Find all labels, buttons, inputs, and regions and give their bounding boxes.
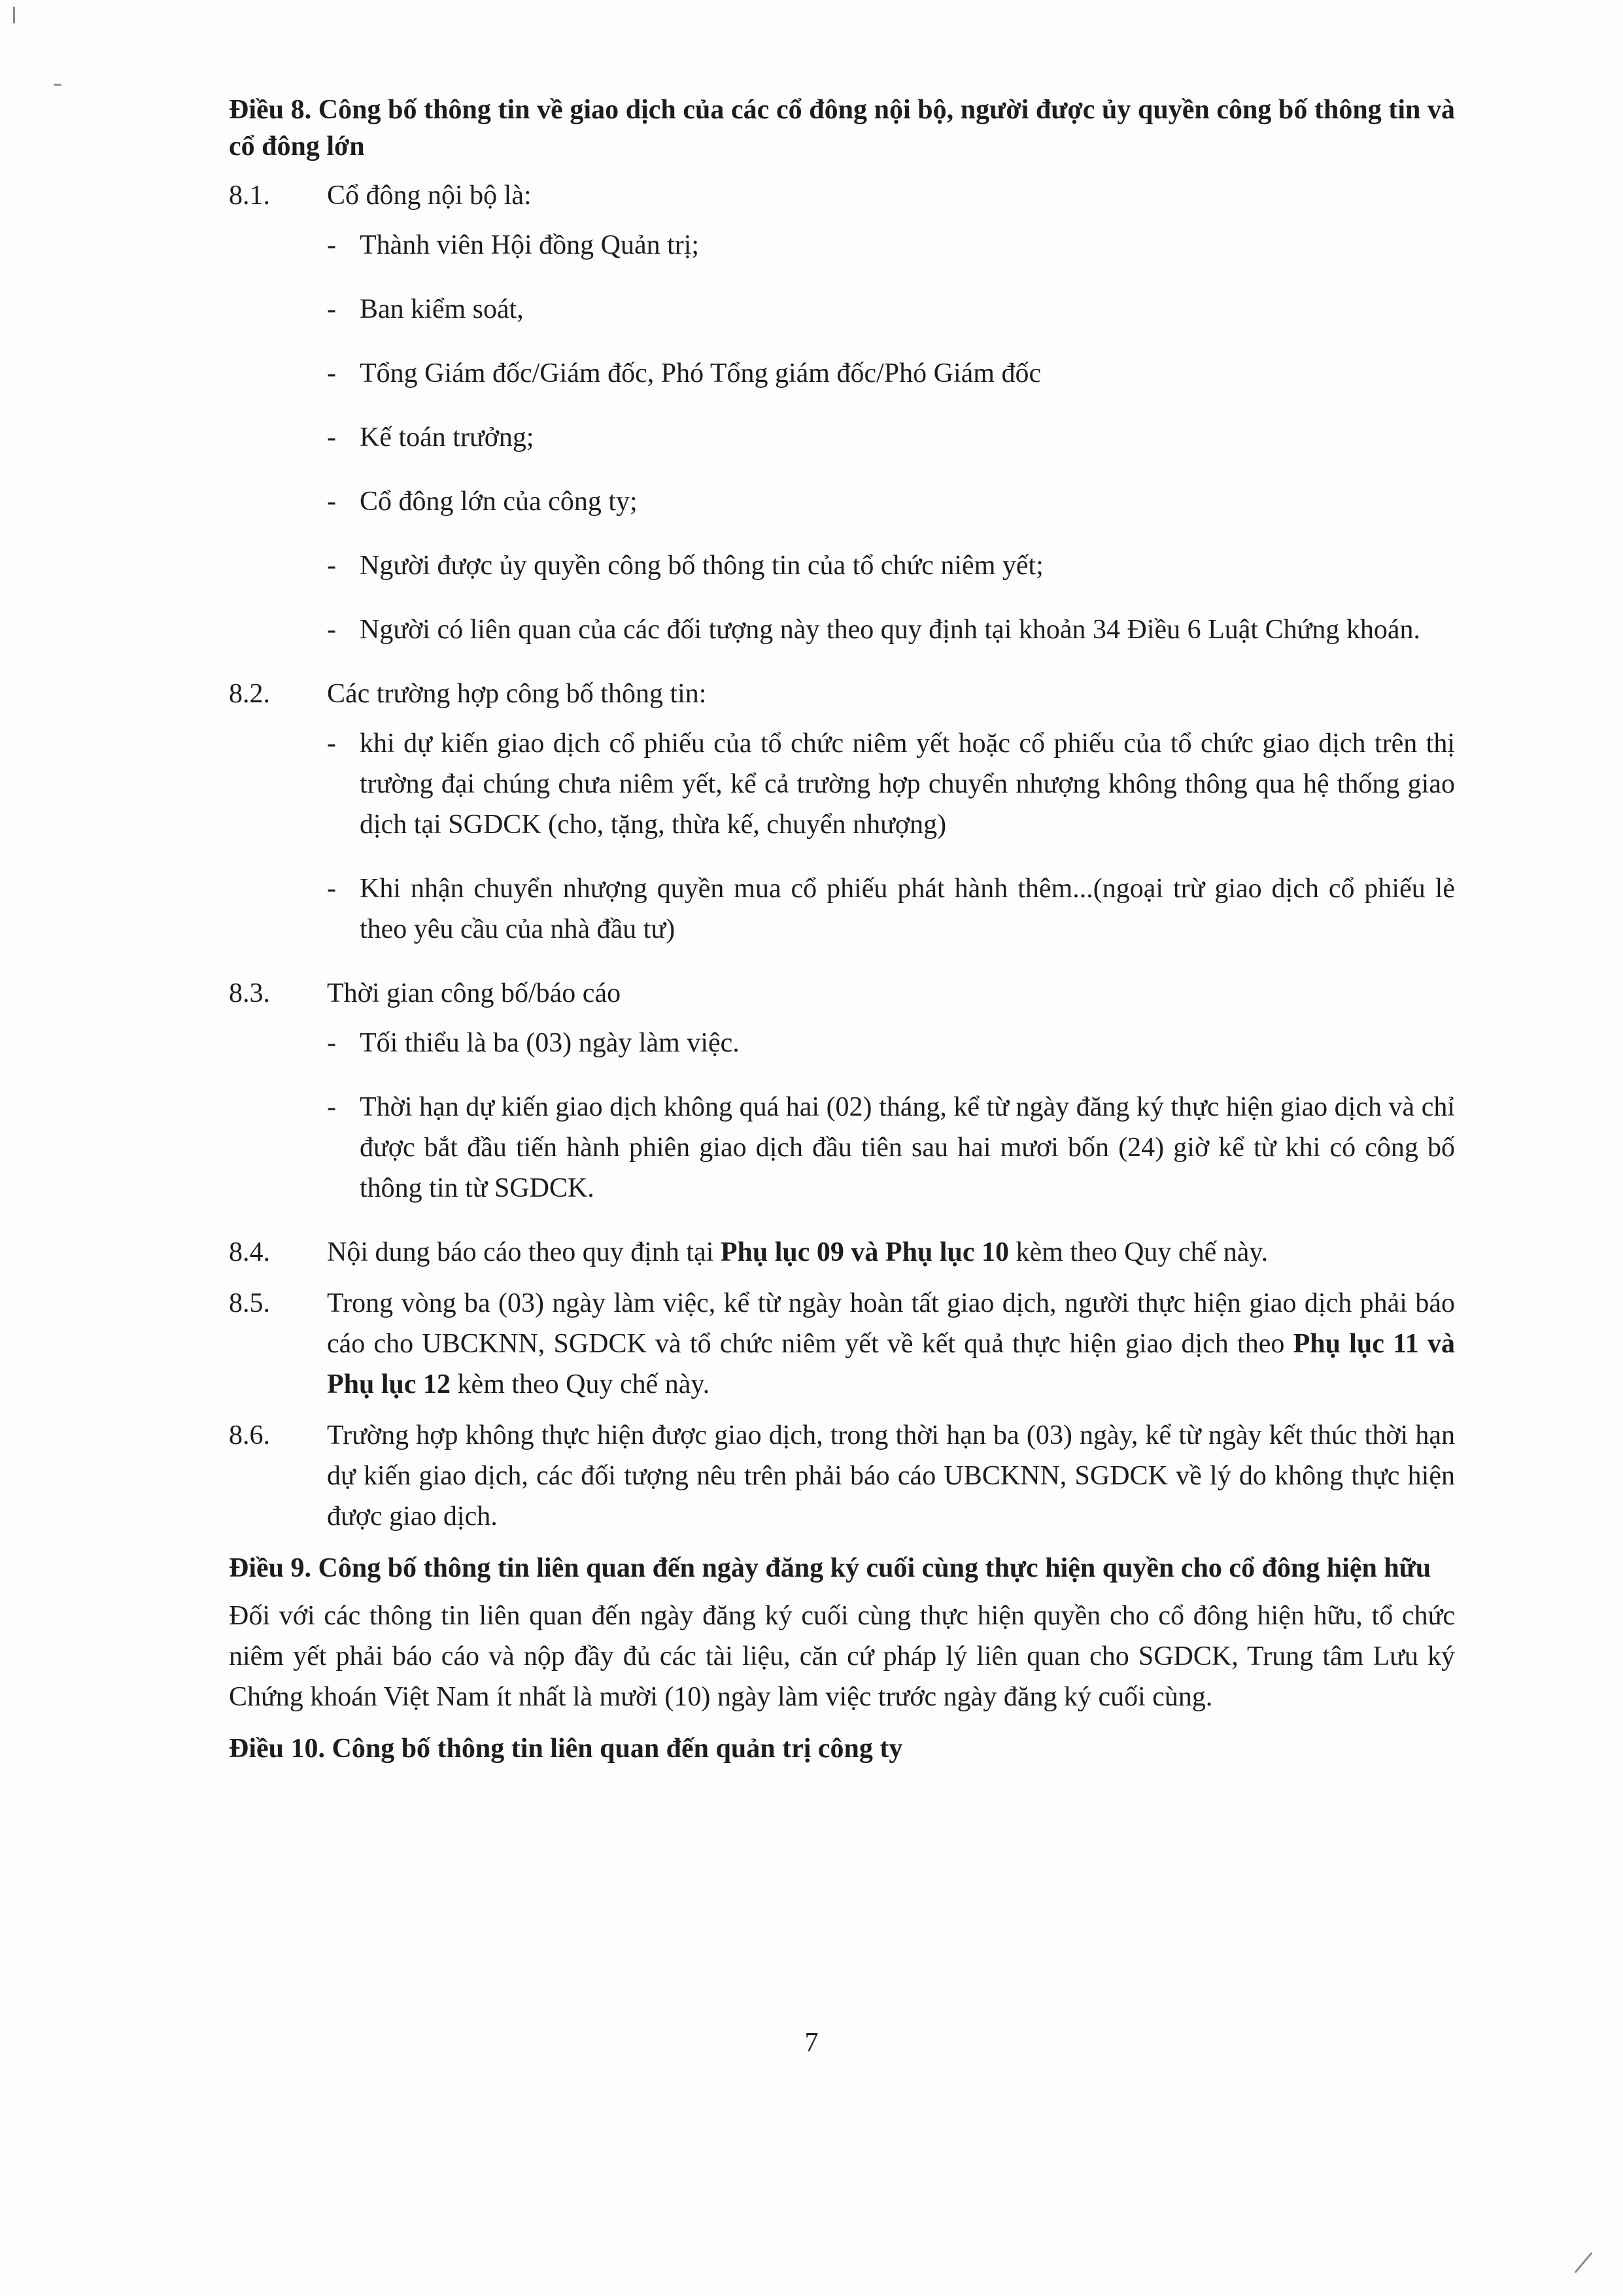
article-8-heading: Điều 8. Công bố thông tin về giao dịch của các cổ đông nội bộ, người được ủy quyền công bố thông tin và cổ đông lớn — [229, 95, 1455, 162]
section-8-5 — [229, 1283, 1455, 1405]
section-text: Trường hợp không thực hiện được giao dịch, trong thời hạn ba (03) ngày, kể từ ngày kết thúc thời hạn dự kiến giao dịch, các đối tượng nêu trên phải báo cáo UBCKNN, SGDCK về lý do không thực hiện được giao dịch. — [327, 1420, 1455, 1532]
scan-speck — [13, 7, 15, 24]
article-9-paragraph: Đối với các thông tin liên quan đến ngày đăng ký cuối cùng thực hiện quyền cho cổ đông hiện hữu, tổ chức niêm yết phải báo cáo và nộp đầy đủ các tài liệu, căn cứ pháp lý liên quan cho SGDCK, Trung tâm Lưu ký Chứng khoán Việt Nam ít nhất là mười (10) ngày làm việc trước ngày đăng ký cuối cùng. — [229, 1601, 1455, 1712]
list-item: - Ban kiểm soát, — [327, 294, 524, 324]
list-item: - Cổ đông lớn của công ty; — [327, 487, 638, 517]
page-number: 7 — [804, 2028, 819, 2058]
section-text: Trong vòng ba (03) ngày làm việc, kể từ ngày hoàn tất giao dịch, người thực hiện giao dịch phải báo cáo cho UBCKNN, SGDCK và tổ chức niêm yết về kết quả thực hiện giao dịch theo Phụ lục 11 và Phụ lục 12 kèm theo Quy chế này. — [327, 1288, 1455, 1399]
section-number: 8.1. — [229, 180, 270, 211]
list-item: - Khi nhận chuyển nhượng quyền mua cổ phiếu phát hành thêm...(ngoại trừ giao dịch cổ phiếu lẻ theo yêu cầu của nhà đầu tư) — [327, 874, 1455, 944]
section-title: Các trường hợp công bố thông tin: — [327, 679, 707, 709]
bullet-list — [229, 723, 1455, 950]
list-item: - Thành viên Hội đồng Quản trị; — [327, 230, 700, 260]
section-8-4 — [229, 1232, 1455, 1273]
section-number: 8.6. — [229, 1420, 270, 1450]
list-item: - Thời hạn dự kiến giao dịch không quá hai (02) tháng, kể từ ngày đăng ký thực hiện giao dịch và chỉ được bắt đầu tiến hành phiên giao dịch đầu tiên sau hai mươi bốn (24) giờ kể từ khi có công bố thông tin từ SGDCK. — [327, 1092, 1455, 1203]
section-number: 8.4. — [229, 1237, 270, 1267]
section-8-3 — [229, 973, 1455, 1208]
scan-speck — [1574, 2252, 1592, 2274]
list-item: - Kế toán trưởng; — [327, 422, 534, 453]
list-item: - Tối thiểu là ba (03) ngày làm việc. — [327, 1028, 740, 1058]
list-item: - Người được ủy quyền công bố thông tin của tổ chức niêm yết; — [327, 551, 1044, 581]
article-10-heading: Điều 10. Công bố thông tin liên quan đến quản trị công ty — [229, 1734, 903, 1764]
document-body — [229, 92, 1455, 1776]
bullet-list — [229, 225, 1455, 650]
section-8-1 — [229, 175, 1455, 650]
section-title: Thời gian công bố/báo cáo — [327, 978, 621, 1008]
section-number: 8.5. — [229, 1288, 270, 1318]
section-8-2 — [229, 674, 1455, 950]
list-item: - Người có liên quan của các đối tượng này theo quy định tại khoản 34 Điều 6 Luật Chứng khoán. — [327, 615, 1421, 645]
list-item: - Tổng Giám đốc/Giám đốc, Phó Tổng giám đốc/Phó Giám đốc — [327, 358, 1042, 388]
section-number: 8.2. — [229, 679, 270, 709]
appendix-reference: Phụ lục 11 và Phụ lục 12 — [327, 1329, 1455, 1399]
section-8-6 — [229, 1415, 1455, 1537]
article-9-heading: Điều 9. Công bố thông tin liên quan đến ngày đăng ký cuối cùng thực hiện quyền cho cổ đông hiện hữu — [229, 1553, 1431, 1583]
appendix-reference: Phụ lục 09 và Phụ lục 10 — [720, 1237, 1009, 1267]
scan-speck — [54, 84, 61, 86]
section-title: Cổ đông nội bộ là: — [327, 180, 532, 211]
bullet-list — [229, 1023, 1455, 1208]
section-text: Nội dung báo cáo theo quy định tại Phụ lục 09 và Phụ lục 10 kèm theo Quy chế này. — [327, 1237, 1269, 1267]
section-number: 8.3. — [229, 978, 270, 1008]
list-item: - khi dự kiến giao dịch cổ phiếu của tổ chức niêm yết hoặc cổ phiếu của tổ chức giao dịch trên thị trường đại chúng chưa niêm yết, kể cả trường hợp chuyển nhượng không thông qua hệ thống giao dịch tại SGDCK (cho, tặng, thừa kế, chuyển nhượng) — [327, 728, 1455, 840]
